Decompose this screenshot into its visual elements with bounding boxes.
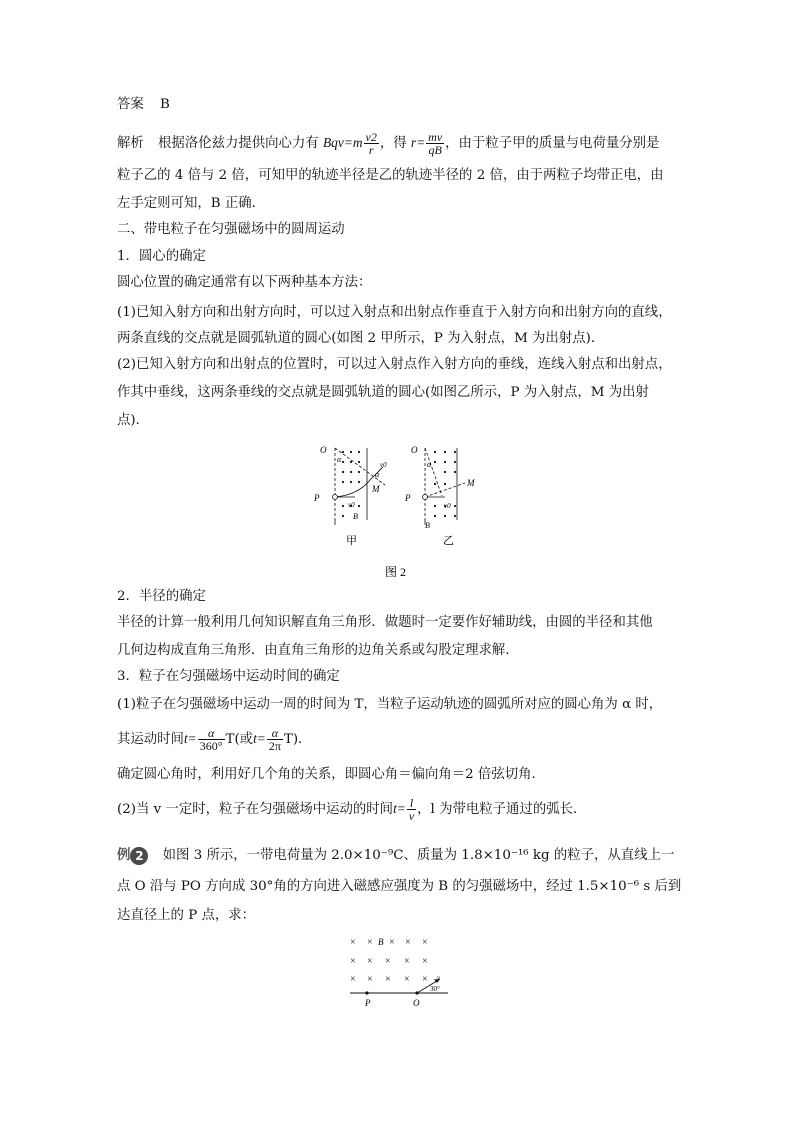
frac-l-v <box>407 797 416 822</box>
frac2-num: α <box>267 727 283 740</box>
label-alpha-2: α <box>375 470 380 479</box>
label-M-right: M <box>467 478 475 488</box>
item3-text-b: T(或 <box>225 732 254 747</box>
t-eq-3: t= <box>393 801 406 816</box>
svg-text:×: × <box>405 937 411 948</box>
svg-text:×: × <box>422 937 428 948</box>
svg-text:×: × <box>350 937 356 948</box>
label-B: B <box>353 512 358 521</box>
item3-p1-line1: (1)粒子在匀强磁场中运动一周的时间为 T，当粒子运动轨迹的圆弧所对应的圆心角为 α 时， <box>117 697 663 712</box>
svg-text:×: × <box>350 974 356 985</box>
label-B-right: B <box>425 521 430 530</box>
item3-p1-line3: 确定圆心角时，利用好几个角的关系，即圆心角＝偏向角＝2 倍弦切角． <box>117 767 545 782</box>
frac-alpha-2pi <box>267 727 283 752</box>
item1-intro: 圆心位置的确定通常有以下两种基本方法： <box>117 275 372 290</box>
item2-line2: 几何边构成直角三角形．由直角三角形的边角关系或勾股定理求解． <box>117 643 519 658</box>
eq1-den: r <box>368 143 374 157</box>
frac1-num: α <box>198 727 225 740</box>
label-O: O <box>320 445 327 455</box>
label-P-fig3: P <box>365 998 371 1008</box>
svg-text:×: × <box>385 956 391 967</box>
analysis-text-c: ，由于粒子甲的质量与电荷量分别是 <box>445 136 660 151</box>
item3-title: 3．粒子在匀强磁场中运动时间的确定 <box>117 669 340 684</box>
item3-p2-text-b: ，l 为带电粒子通过的弧长． <box>417 802 587 817</box>
svg-text:×: × <box>389 937 395 948</box>
label-O-fig3: O <box>413 998 420 1008</box>
eq2-den: qB <box>428 143 442 157</box>
svg-text:×: × <box>422 974 428 985</box>
label-M: M <box>372 484 380 494</box>
item1-p1-line2: 两条直线的交点就是圆弧轨道的圆心(如图 2 甲所示，P 为入射点，M 为出射点)． <box>117 331 605 346</box>
eq2-num: mv <box>428 130 443 144</box>
eq2-lhs: r= <box>410 135 426 150</box>
field-crosses <box>350 937 428 985</box>
svg-text:×: × <box>367 974 373 985</box>
figure-2 <box>310 440 490 580</box>
item1-p2-line2: 作其中垂线，这两条垂线的交点就是圆弧轨道的圆心(如图乙所示，P 为入射点，M 为出射 <box>117 385 649 400</box>
label-O-right: O <box>411 445 418 455</box>
label-B-fig3: B <box>378 937 384 947</box>
item1-p2-line1: (2)已知入射方向和出射点的位置时，可以过入射点作入射方向的垂线，连线入射点和出射点， <box>117 357 672 372</box>
frac3-den: v <box>408 809 415 823</box>
label-alpha: α <box>337 455 342 464</box>
label-P: P <box>314 493 320 503</box>
eq1-frac <box>364 131 379 156</box>
label-v-fig3: v <box>437 974 441 982</box>
answer-line <box>117 95 170 115</box>
eq1-num: v2 <box>365 130 377 144</box>
figure-3 <box>340 930 470 1010</box>
analysis-text-b: ，得 <box>379 136 407 151</box>
svg-text:×: × <box>350 956 356 967</box>
figure-2-right <box>404 445 475 547</box>
item2-line1: 半径的计算一般利用几何知识解直角三角形．做题时一定要作好辅助线，由圆的半径和其他 <box>117 615 653 630</box>
item3-text-c: T)． <box>283 732 312 747</box>
label-v0: v0 <box>380 461 387 469</box>
label-angle: 30° <box>430 985 440 993</box>
label-v0-right: v0 <box>444 502 451 510</box>
svg-text:×: × <box>404 974 410 985</box>
item1-p2-line3: 点)． <box>117 413 150 428</box>
item2-title: 2．半径的确定 <box>117 589 206 604</box>
t-eq: t= <box>183 731 197 746</box>
analysis-line-2: 粒子乙的 4 倍与 2 倍，可知甲的轨迹半径是乙的轨迹半径的 2 倍，由于两粒子均带正电，由 <box>117 168 664 183</box>
label-P-right: P <box>405 493 411 503</box>
figure-2-caption: 图 2 <box>385 565 407 579</box>
frac2-den: 2π <box>268 739 281 753</box>
example2-line2: 点 O 沿与 PO 方向成 30°角的方向进入磁感应强度为 B 的匀强磁场中，经过 1.5×10⁻⁶ s 后到 <box>117 879 682 894</box>
item3-p1-line2 <box>117 727 311 752</box>
example-number-badge: 2 <box>130 847 148 865</box>
svg-text:×: × <box>367 937 373 948</box>
label-v0-2: v0 <box>348 501 355 509</box>
analysis-text: 根据洛伦兹力提供向心力有 <box>158 136 319 151</box>
svg-text:×: × <box>367 956 373 967</box>
item3-p2 <box>117 797 586 822</box>
svg-text:×: × <box>385 974 391 985</box>
caption-left: 甲 <box>346 535 357 547</box>
frac1-den: 360° <box>199 739 223 753</box>
svg-text:×: × <box>404 956 410 967</box>
item1-title: 1．圆心的确定 <box>117 249 206 264</box>
example2-line1 <box>117 846 674 866</box>
item3-p2-text-a: (2)当 v 一定时，粒子在匀强磁场中运动的时间 <box>117 802 394 817</box>
analysis-line-1 <box>117 131 659 156</box>
item1-p1-line1: (1)已知入射方向和出射方向时，可以过入射点和出射点作垂直于入射方向和出射方向的直线， <box>117 305 672 320</box>
analysis-label: 解析 <box>117 136 144 151</box>
example2-text-1: 如图 3 所示，一带电荷量为 2.0×10⁻⁹C、质量为 1.8×10⁻¹⁶ kg 的粒子，从直线上一 <box>162 848 675 863</box>
frac-alpha-360 <box>198 727 225 752</box>
item3-text-a: 其运动时间 <box>117 732 184 747</box>
example-label: 例 <box>117 848 131 863</box>
eq1-lhs: Bqv=m <box>323 135 363 150</box>
example2-line3: 达直径上的 P 点，求： <box>117 908 256 923</box>
answer-label: 答案 <box>117 97 144 112</box>
analysis-line-3: 左手定则可知，B 正确． <box>117 196 266 211</box>
caption-right: 乙 <box>443 535 454 547</box>
label-alpha-right: α <box>427 460 432 469</box>
svg-text:×: × <box>422 956 428 967</box>
frac3-num: l <box>407 797 416 810</box>
t-eq-2: t= <box>253 731 266 746</box>
figure-2-left <box>313 445 387 547</box>
section-title: 二、带电粒子在匀强磁场中的圆周运动 <box>117 222 345 237</box>
answer-value: B <box>160 97 170 112</box>
eq2-frac <box>426 131 444 156</box>
